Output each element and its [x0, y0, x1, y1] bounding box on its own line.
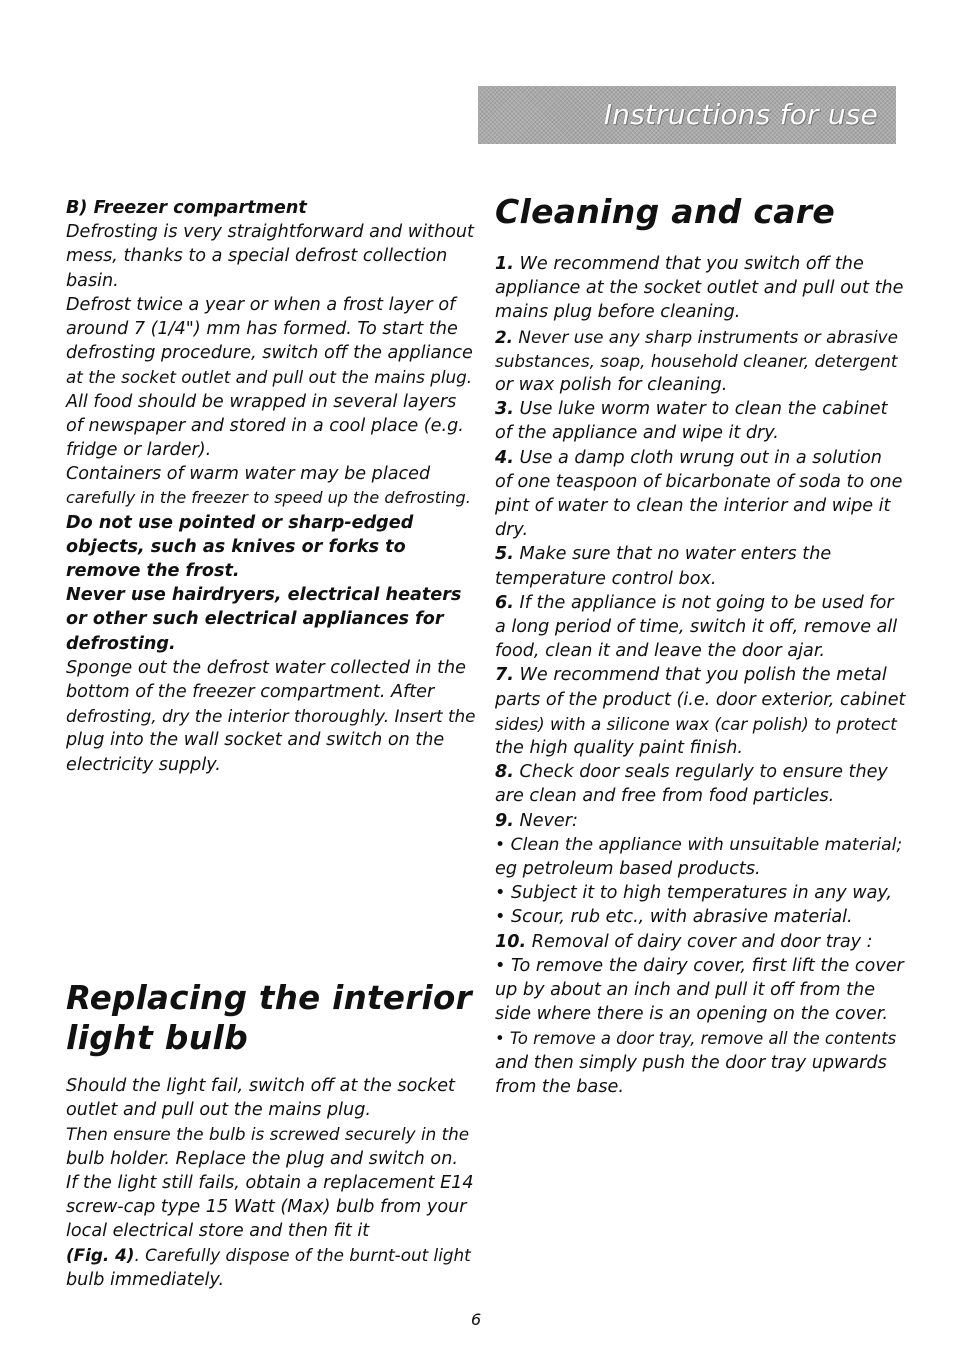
- text-line: [495, 833, 905, 857]
- line-text: Make sure that no water enters the: [513, 544, 832, 565]
- line-text: All food should be wrapped in several layers: [66, 391, 457, 412]
- line-text: We recommend that you switch off the: [513, 254, 864, 274]
- text-line: [66, 728, 476, 752]
- item-number: 6.: [495, 592, 514, 613]
- line-text: side where there is an opening on the cover.: [495, 1004, 888, 1025]
- text-line: [66, 293, 476, 317]
- item-number: 2.: [495, 326, 514, 347]
- text-line: [495, 300, 905, 324]
- line-text: Then ensure the bulb is screwed securely in the: [66, 1124, 470, 1145]
- item-number: (Fig. 4): [66, 1245, 135, 1266]
- text-line: [495, 397, 905, 421]
- line-text: appliance at the socket outlet and pull out the: [495, 278, 904, 299]
- line-text: Removal of dairy cover and door tray :: [526, 931, 873, 952]
- bulb-heading-line: light bulb: [66, 1018, 249, 1057]
- item-number: 3.: [495, 399, 514, 420]
- text-line: [66, 462, 476, 486]
- item-number: 9.: [495, 810, 514, 831]
- line-text: up by about an inch and pull it off from the: [495, 980, 876, 1001]
- text-line: [495, 712, 905, 736]
- text-line: [495, 591, 905, 615]
- text-line: [495, 421, 905, 445]
- freezer-section: [66, 196, 476, 777]
- line-text: Use luke worm water to clean the cabinet: [513, 399, 888, 420]
- line-text: or wax polish for cleaning.: [495, 375, 728, 396]
- text-line: [66, 438, 476, 462]
- line-text: • Subject it to high temperatures in any way,: [495, 883, 893, 904]
- text-line: [495, 978, 905, 1002]
- text-line: [495, 663, 905, 687]
- cleaning-section: [495, 252, 905, 1099]
- text-line: [495, 881, 905, 905]
- text-line: [66, 414, 476, 438]
- text-line: [66, 1122, 476, 1146]
- text-line: [495, 373, 905, 397]
- line-text: Should the light fail, switch off at the socket: [66, 1076, 455, 1096]
- bulb-heading-line: Replacing the interior: [66, 979, 472, 1017]
- line-text: at the socket outlet and pull out the mains plug.: [66, 367, 473, 388]
- item-number: 4.: [495, 447, 514, 468]
- line-text: the high quality paint finish.: [495, 738, 743, 759]
- text-line: [66, 244, 476, 268]
- text-line: [495, 325, 905, 349]
- line-text: of the appliance and wipe it dry.: [495, 423, 779, 444]
- line-text: local electrical store and then fit it: [66, 1221, 370, 1242]
- line-text: of one teaspoon of bicarbonate of soda to one: [495, 471, 903, 492]
- text-line: [495, 615, 905, 639]
- line-text: bulb holder. Replace the plug and switch on.: [66, 1148, 458, 1169]
- header-banner: [478, 86, 896, 144]
- banner-title: Instructions for use: [603, 98, 878, 131]
- text-line: [66, 511, 476, 535]
- text-line: [66, 607, 476, 631]
- line-text: parts of the product (i.e. door exterior, cabinet: [495, 689, 906, 710]
- line-text: of newspaper and stored in a cool place (e.g.: [66, 415, 464, 436]
- text-line: [66, 753, 476, 777]
- text-line: [66, 632, 476, 656]
- line-text: • Clean the appliance with unsuitable material;: [495, 834, 903, 855]
- text-line: [66, 535, 476, 559]
- line-text: food, clean it and leave the door ajar.: [495, 641, 826, 662]
- line-text: sides) with a silicone wax (car polish) to protect: [495, 713, 897, 734]
- text-line: [495, 930, 905, 954]
- line-text: Check door seals regularly to ensure they: [513, 762, 888, 783]
- line-text: • To remove the dairy cover, first lift the cover: [495, 955, 904, 976]
- text-line: [66, 365, 476, 389]
- line-text: pint of water to clean the interior and wipe it: [495, 496, 891, 517]
- line-text: temperature control box.: [495, 568, 717, 589]
- line-text: from the base.: [495, 1076, 624, 1097]
- text-line: [66, 1171, 476, 1195]
- line-text: If the appliance is not going to be used for: [513, 592, 894, 613]
- line-text: or other such electrical appliances for: [66, 609, 444, 630]
- text-line: [495, 518, 905, 542]
- text-line: [66, 1098, 476, 1122]
- text-line: [66, 341, 476, 365]
- text-line: [495, 857, 905, 881]
- line-text: basin.: [66, 270, 119, 291]
- text-line: [66, 1268, 476, 1292]
- text-line: [495, 954, 905, 978]
- text-line: [66, 317, 476, 341]
- text-line: [495, 349, 905, 373]
- item-number: 10.: [495, 931, 527, 952]
- text-line: [66, 704, 476, 728]
- text-line: [495, 784, 905, 808]
- line-text: . Carefully dispose of the burnt-out light: [134, 1245, 471, 1266]
- line-text: Containers of warm water may be placed: [66, 464, 431, 485]
- text-line: [495, 542, 905, 566]
- page-number: 6: [471, 1310, 482, 1329]
- line-text: around 7 (1/4") mm has formed. To start the: [66, 319, 458, 340]
- line-text: Never use any sharp instruments or abrasive: [513, 326, 898, 347]
- text-line: [495, 494, 905, 518]
- text-line: [495, 252, 905, 276]
- line-text: eg petroleum based products.: [495, 859, 761, 880]
- text-line: [495, 905, 905, 929]
- line-text: defrosting.: [66, 633, 176, 654]
- line-text: Sponge out the defrost water collected in the: [66, 657, 466, 678]
- text-line: [66, 1219, 476, 1243]
- line-text: remove the frost.: [66, 561, 240, 582]
- line-text: mess, thanks to a special defrost collection: [66, 246, 448, 267]
- text-line: [495, 1002, 905, 1026]
- line-text: fridge or larder).: [66, 440, 212, 461]
- line-text: We recommend that you polish the metal: [513, 665, 887, 686]
- line-text: carefully in the freezer to speed up the defrosting.: [66, 488, 471, 508]
- line-text: Never:: [513, 810, 578, 831]
- line-text: electricity supply.: [66, 754, 221, 775]
- line-text: Do not use pointed or sharp-edged: [66, 512, 414, 533]
- item-number: 5.: [495, 544, 514, 565]
- line-text: defrosting, dry the interior thoroughly. Insert the: [66, 706, 476, 727]
- item-number: 7.: [495, 665, 514, 686]
- text-line: [66, 583, 476, 607]
- line-text: Defrost twice a year or when a frost layer of: [66, 294, 456, 315]
- text-line: [495, 276, 905, 300]
- line-text: plug into the wall socket and switch on the: [66, 730, 445, 751]
- text-line: [66, 220, 476, 244]
- line-text: mains plug before cleaning.: [495, 302, 741, 323]
- text-line: [66, 269, 476, 293]
- text-line: [495, 688, 905, 712]
- bulb-heading: [66, 978, 472, 1058]
- line-text: substances, soap, household cleaner, detergent: [495, 350, 898, 371]
- text-line: [66, 1243, 476, 1267]
- text-line: [66, 1074, 476, 1098]
- line-text: Never use hairdryers, electrical heaters: [66, 585, 462, 606]
- text-line: [495, 1051, 905, 1075]
- text-line: [495, 1075, 905, 1099]
- text-line: [66, 486, 476, 510]
- text-line: [66, 196, 476, 220]
- cleaning-heading: Cleaning and care: [495, 192, 836, 231]
- text-line: [495, 470, 905, 494]
- line-text: Use a damp cloth wrung out in a solution: [513, 447, 882, 468]
- text-line: [66, 680, 476, 704]
- item-number: 8.: [495, 762, 514, 783]
- text-line: [495, 446, 905, 470]
- line-text: defrosting procedure, switch off the appliance: [66, 343, 473, 364]
- text-line: [495, 809, 905, 833]
- text-line: [495, 760, 905, 784]
- line-text: screw-cap type 15 Watt (Max) bulb from your: [66, 1197, 467, 1218]
- bulb-section: [66, 1074, 476, 1292]
- text-line: [66, 1147, 476, 1171]
- text-line: [66, 390, 476, 414]
- text-line: [495, 736, 905, 760]
- line-text: and then simply push the door tray upwards: [495, 1052, 887, 1073]
- line-text: objects, such as knives or forks to: [66, 536, 406, 557]
- line-text: bottom of the freezer compartment. After: [66, 682, 435, 703]
- text-line: [66, 656, 476, 680]
- text-line: [495, 1027, 905, 1051]
- text-line: [66, 559, 476, 583]
- line-text: If the light still fails, obtain a replacement E14: [66, 1172, 474, 1193]
- line-text: bulb immediately.: [66, 1269, 225, 1290]
- item-number: 1.: [495, 254, 514, 274]
- line-text: • To remove a door tray, remove all the contents: [495, 1028, 897, 1048]
- line-text: • Scour, rub etc., with abrasive material.: [495, 907, 853, 928]
- line-text: dry.: [495, 520, 529, 541]
- text-line: [495, 567, 905, 591]
- line-text: are clean and free from food particles.: [495, 786, 835, 807]
- line-text: B) Freezer compartment: [66, 198, 307, 218]
- text-line: [495, 639, 905, 663]
- text-line: [66, 1195, 476, 1219]
- line-text: Defrosting is very straightforward and without: [66, 222, 474, 243]
- line-text: a long period of time, switch it off, remove all: [495, 617, 898, 638]
- line-text: outlet and pull out the mains plug.: [66, 1100, 371, 1121]
